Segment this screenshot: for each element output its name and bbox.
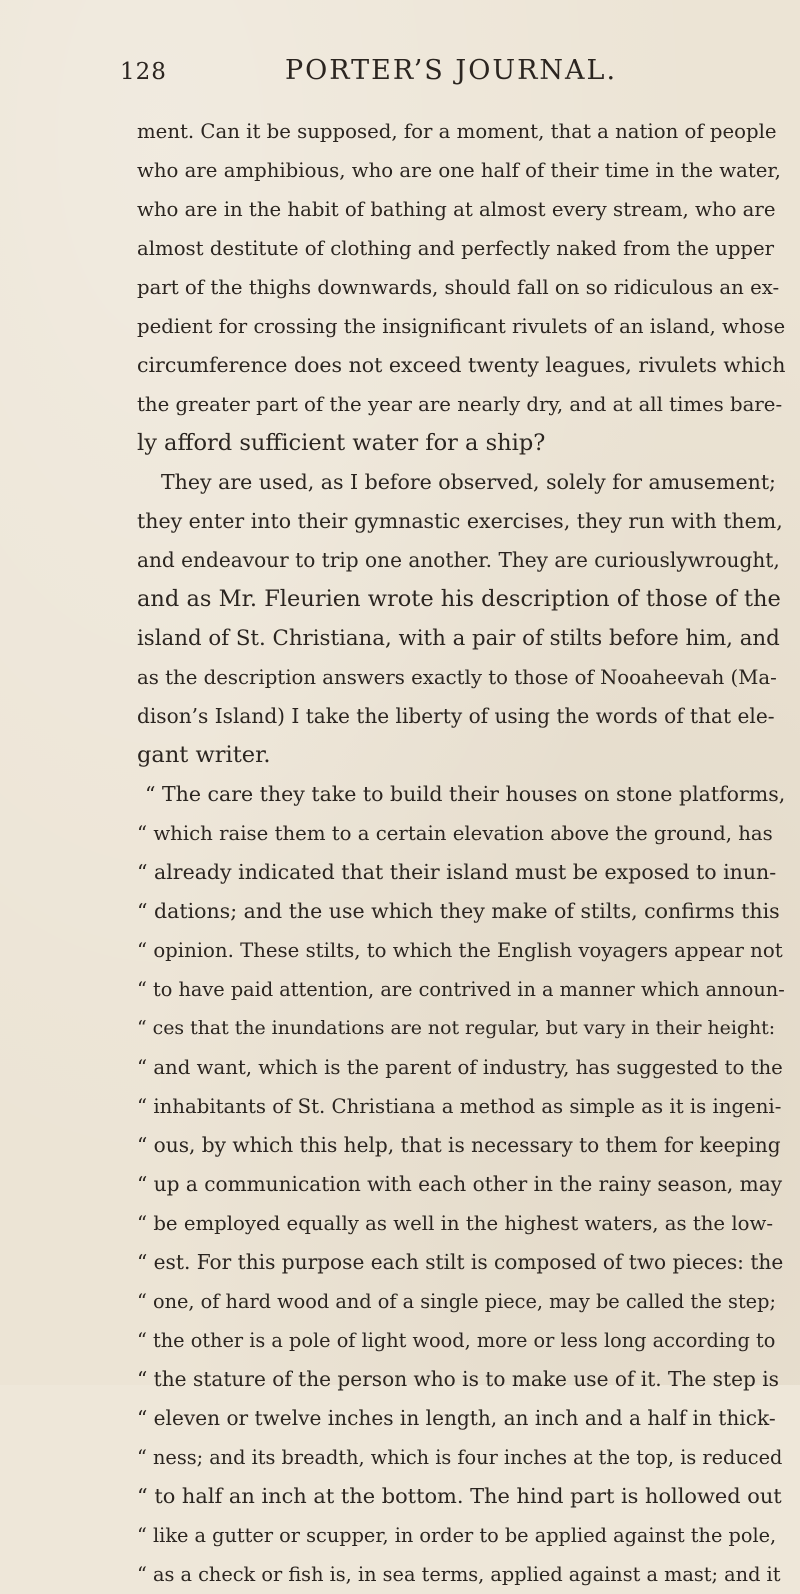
text-line: “ one, of hard wood and of a single piece, may be called the step; <box>137 1290 776 1313</box>
text-line: ment. Can it be supposed, for a moment, that a nation of people <box>137 120 777 143</box>
text-line: “ ces that the inundations are not regular, but vary in their height: <box>137 1017 776 1039</box>
text-line: dison’s Island) I take the liberty of using the words of that ele- <box>137 704 775 728</box>
text-line: “ already indicated that their island must be exposed to inun- <box>137 860 777 884</box>
text-line: “ est. For this purpose each stilt is composed of two pieces: the <box>137 1250 784 1274</box>
text-line: “ the stature of the person who is to make use of it. The step is <box>137 1367 779 1391</box>
text-line: who are in the habit of bathing at almost every stream, who are <box>137 198 776 221</box>
text-line: “ eleven or twelve inches in length, an inch and a half in thick- <box>137 1406 776 1430</box>
page-number: 128 <box>120 59 167 85</box>
text-line: “ The care they take to build their houses on stone platforms, <box>145 782 786 806</box>
text-line: “ the other is a pole of light wood, more or less long according to <box>137 1329 776 1352</box>
text-line: “ up a communication with each other in the rainy season, may <box>137 1172 783 1196</box>
text-line: almost destitute of clothing and perfectly naked from the upper <box>137 237 775 260</box>
text-line: and as Mr. Fleurien wrote his description of those of the <box>137 586 781 612</box>
running-title: PORTER’S JOURNAL. <box>285 55 618 86</box>
text-line: “ which raise them to a certain elevation above the ground, has <box>137 822 773 845</box>
text-line: and endeavour to trip one another. They are curiouslywrought, <box>137 548 780 572</box>
text-line: “ to have paid attention, are contrived in a manner which announ- <box>137 978 785 1001</box>
text-line: “ be employed equally as well in the highest waters, as the low- <box>137 1212 773 1235</box>
text-line: “ and want, which is the parent of industry, has suggested to the <box>137 1056 783 1079</box>
text-line: part of the thighs downwards, should fall on so ridiculous an ex- <box>137 276 780 299</box>
text-line: as the description answers exactly to those of Nooaheevah (Ma- <box>137 666 777 689</box>
text-line: “ to half an inch at the bottom. The hind part is hollowed out <box>137 1484 782 1508</box>
text-line: they enter into their gymnastic exercises, they run with them, <box>137 509 783 533</box>
text-line: the greater part of the year are nearly dry, and at all times bare- <box>137 393 783 416</box>
text-line: “ ous, by which this help, that is necessary to them for keeping <box>137 1133 781 1157</box>
text-line: ly afford sufficient water for a ship? <box>137 430 546 456</box>
text-line: who are amphibious, who are one half of their time in the water, <box>137 159 781 182</box>
text-line: “ ness; and its breadth, which is four inches at the top, is reduced <box>137 1446 783 1469</box>
text-line: “ like a gutter or scupper, in order to be applied against the pole, <box>137 1524 777 1547</box>
text-line: “ dations; and the use which they make of stilts, confirms this <box>137 899 780 923</box>
text-line: gant writer. <box>137 742 271 768</box>
text-line: “ opinion. These stilts, to which the English voyagers appear not <box>137 939 783 962</box>
text-line: pedient for crossing the insignificant rivulets of an island, whose <box>137 315 786 338</box>
text-line: “ inhabitants of St. Christiana a method as simple as it is ingeni- <box>137 1095 782 1118</box>
body-text <box>137 112 786 1594</box>
text-line: “ as a check or fish is, in sea terms, applied against a mast; and it <box>137 1563 781 1586</box>
running-head <box>120 55 660 95</box>
text-line: They are used, as I before observed, solely for amusement; <box>161 470 776 494</box>
text-line: circumference does not exceed twenty leagues, rivulets which <box>137 353 786 377</box>
text-line: island of St. Christiana, with a pair of stilts before him, and <box>137 626 780 651</box>
